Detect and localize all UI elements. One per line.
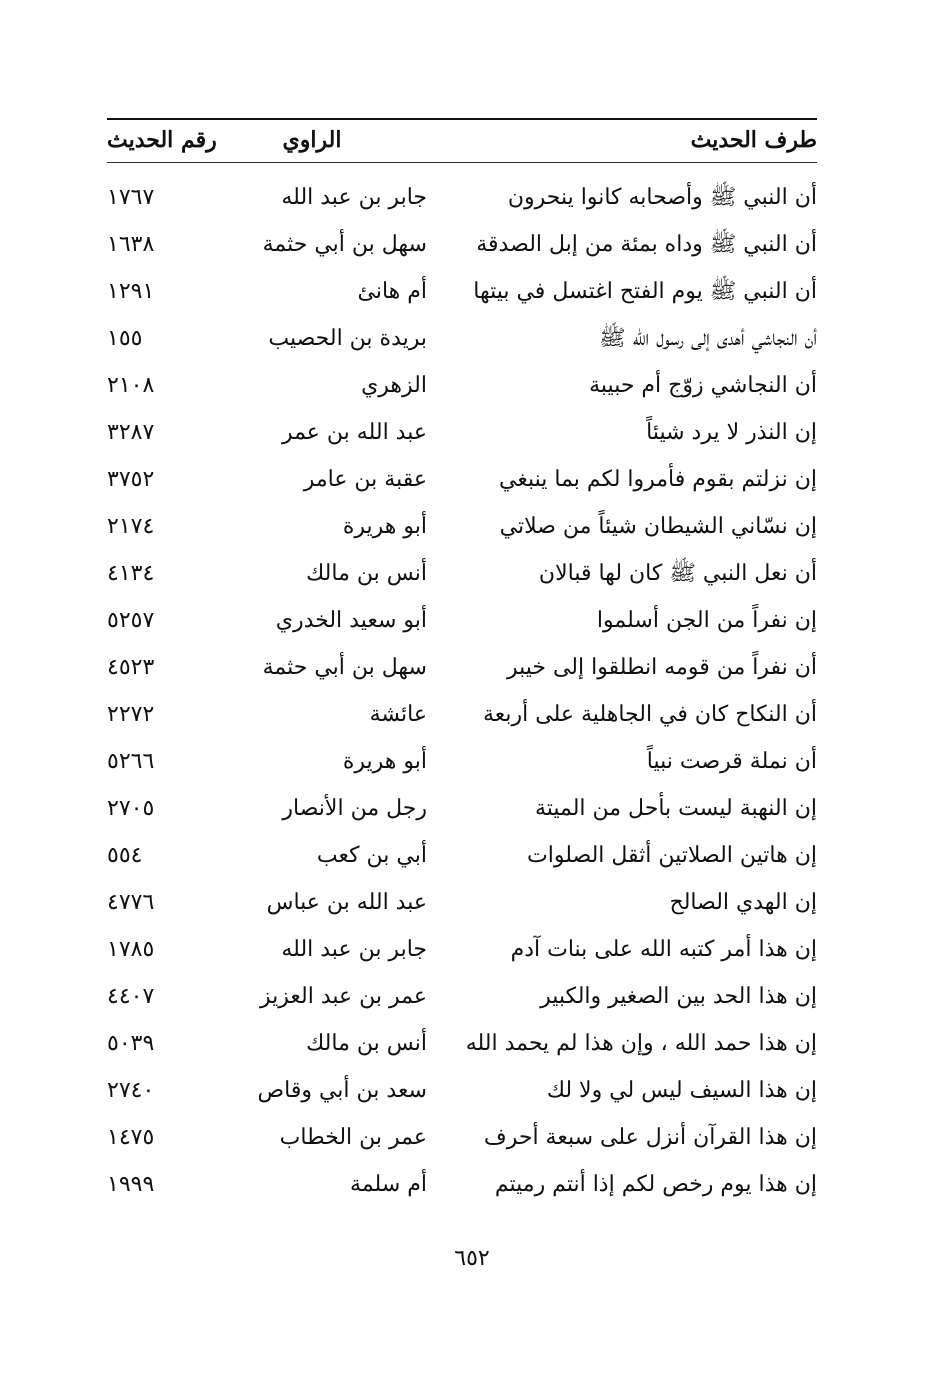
hadith-number: ٢٢٧٢ (107, 702, 155, 727)
narrator-name: أنس بن مالك (306, 561, 427, 586)
narrator-name: أبو سعيد الخدري (275, 608, 427, 633)
hadith-text: إن هذا القرآن أنزل على سبعة أحرف (483, 1125, 817, 1150)
header-hadith: طرف الحديث (690, 127, 817, 153)
table-row (107, 1069, 817, 1116)
table-header (107, 118, 817, 162)
header-number: رقم الحديث (107, 127, 217, 153)
table-row (107, 1022, 817, 1069)
hadith-text: إن الهدي الصالح (669, 890, 817, 915)
table-row (107, 1116, 817, 1163)
hadith-number: ١٢٩١ (107, 279, 155, 304)
hadith-number: ٤٥٢٣ (107, 655, 155, 680)
narrator-name: أنس بن مالك (306, 1031, 427, 1056)
hadith-number: ١٩٩٩ (107, 1172, 155, 1197)
hadith-text: إن نفراً من الجن أسلموا (596, 608, 817, 633)
hadith-number: ٣٧٥٢ (107, 467, 155, 492)
table-row (107, 599, 817, 646)
hadith-number: ٤١٣٤ (107, 561, 155, 586)
narrator-name: عبد الله بن عباس (266, 890, 427, 915)
table-row (107, 270, 817, 317)
narrator-name: سعد بن أبي وقاص (257, 1078, 427, 1103)
narrator-name: بريدة بن الحصيب (268, 326, 427, 351)
hadith-number: ٣٢٨٧ (107, 420, 155, 445)
hadith-text: أن النبي ﷺ وداه بمئة من إبل الصدقة (476, 232, 817, 257)
narrator-name: أبو هريرة (342, 749, 427, 774)
hadith-text: أن النكاح كان في الجاهلية على أربعة (483, 702, 817, 727)
hadith-number: ٥٥٤ (107, 843, 143, 868)
hadith-number: ٥٢٥٧ (107, 608, 155, 633)
table-row (107, 928, 817, 975)
table-row (107, 834, 817, 881)
hadith-number: ٤٧٧٦ (107, 890, 155, 915)
narrator-name: عمر بن عبد العزيز (260, 984, 427, 1009)
hadith-number: ١٦٣٨ (107, 232, 155, 257)
hadith-number: ١٥٥ (107, 326, 143, 351)
hadith-text: أن النجاشي زوّج أم حبيبة (589, 373, 817, 398)
hadith-number: ٢٧٠٥ (107, 796, 155, 821)
narrator-name: جابر بن عبد الله (281, 185, 427, 210)
hadith-number: ١٧٦٧ (107, 185, 155, 210)
narrator-name: أبي بن كعب (316, 843, 427, 868)
table-row (107, 787, 817, 834)
table-row (107, 505, 817, 552)
table-row (107, 411, 817, 458)
hadith-text: إن هذا حمد الله ، وإن هذا لم يحمد الله (465, 1031, 817, 1056)
table-row (107, 646, 817, 693)
narrator-name: عبد الله بن عمر (281, 420, 427, 445)
hadith-text: أن نعل النبي ﷺ كان لها قبالان (538, 561, 817, 586)
hadith-text: إن هذا السيف ليس لي ولا لك (546, 1078, 817, 1103)
narrator-name: عمر بن الخطاب (279, 1125, 427, 1150)
table-row (107, 176, 817, 223)
table-row (107, 1163, 817, 1210)
page-number: ٦٥٢ (454, 1246, 490, 1271)
narrator-name: أبو هريرة (342, 514, 427, 539)
hadith-text: إن النذر لا يرد شيئاً (646, 420, 817, 445)
narrator-name: أم هانئ (357, 279, 427, 304)
hadith-number: ٢١٧٤ (107, 514, 155, 539)
table-row (107, 364, 817, 411)
table-row (107, 975, 817, 1022)
narrator-name: سهل بن أبي حثمة (262, 232, 427, 257)
narrator-name: جابر بن عبد الله (281, 937, 427, 962)
hadith-text: إن هذا يوم رخص لكم إذا أنتم رميتم (494, 1172, 817, 1197)
table-row (107, 317, 817, 364)
table-body (107, 162, 817, 1210)
narrator-name: أم سلمة (350, 1172, 427, 1197)
hadith-number: ١٧٨٥ (107, 937, 155, 962)
table-row (107, 223, 817, 270)
hadith-index-table (107, 118, 817, 1210)
hadith-number: ٥٠٣٩ (107, 1031, 155, 1056)
table-row (107, 881, 817, 928)
table-row (107, 458, 817, 505)
hadith-text: إن هاتين الصلاتين أثقل الصلوات (527, 843, 817, 868)
hadith-number: ٢٧٤٠ (107, 1078, 155, 1103)
hadith-text: أن النبي ﷺ يوم الفتح اغتسل في بيتها (473, 279, 817, 304)
narrator-name: عقبة بن عامر (303, 467, 427, 492)
table-row (107, 693, 817, 740)
hadith-text: أن نملة قرصت نبياً (646, 749, 817, 774)
narrator-name: رجل من الأنصار (282, 796, 427, 821)
hadith-number: ١٤٧٥ (107, 1125, 155, 1150)
table-row (107, 740, 817, 787)
narrator-name: عائشة (369, 702, 427, 727)
hadith-text: أن النجاشي أهدى إلى رسول الله ﷺ (599, 326, 817, 351)
hadith-text: إن هذا أمر كتبه الله على بنات آدم (510, 937, 817, 962)
hadith-text: إن نسّاني الشيطان شيئاً من صلاتي (499, 514, 817, 539)
hadith-number: ٤٤٠٧ (107, 984, 155, 1009)
hadith-text: إن النهبة ليست بأحل من الميتة (534, 796, 817, 821)
hadith-text: أن النبي ﷺ وأصحابه كانوا ينحرون (507, 185, 817, 210)
table-row (107, 552, 817, 599)
narrator-name: سهل بن أبي حثمة (262, 655, 427, 680)
narrator-name: الزهري (361, 373, 427, 398)
header-narrator: الراوي (282, 127, 342, 153)
hadith-number: ٥٢٦٦ (107, 749, 155, 774)
hadith-text: أن نفراً من قومه انطلقوا إلى خيبر (506, 655, 817, 680)
hadith-text: إن هذا الحد بين الصغير والكبير (540, 984, 817, 1009)
hadith-text: إن نزلتم بقوم فأمروا لكم بما ينبغي (499, 467, 817, 492)
hadith-number: ٢١٠٨ (107, 373, 155, 398)
